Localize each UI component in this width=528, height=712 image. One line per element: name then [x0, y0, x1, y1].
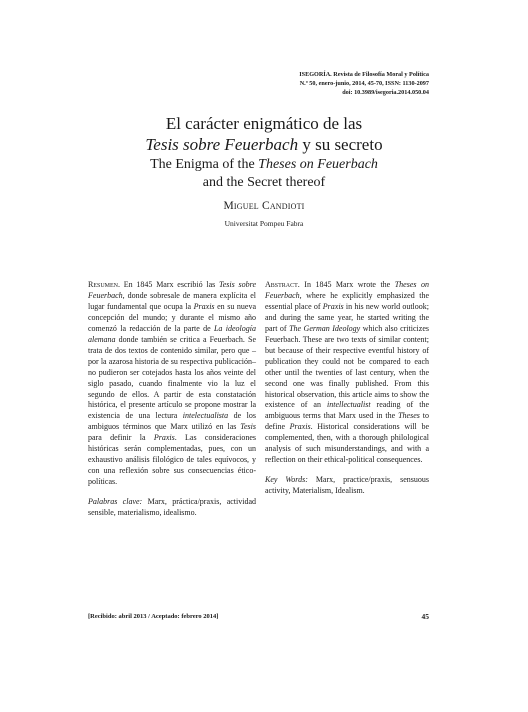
abstract-text: . Historical considerations will be complemented, then, with a thorough philological analysis of such misunderstandings, and with a reflection on their ethical-political consequences.: [265, 422, 429, 465]
abstract-paragraph: [265, 280, 429, 466]
abstract-italic: intellectualist: [327, 400, 371, 410]
title-es-line1: El carácter enigmático de las: [165, 114, 363, 133]
resumen-keywords: [88, 497, 256, 519]
title-en-italic: Theses on Feuerbach: [258, 157, 378, 172]
resumen-text: de los ambiguos términos que Marx utilizó en las: [88, 411, 256, 432]
resumen-keywords-label: Palabras clave:: [88, 497, 143, 507]
title-es-line2: [0, 134, 528, 155]
abstract-label: Abstract.: [265, 280, 300, 289]
abstract-text: reading of the ambiguous terms that Marx used in the: [265, 400, 429, 421]
resumen-paragraph: [88, 280, 256, 488]
abstract-italic: Theses: [398, 411, 420, 421]
resumen-column: [88, 280, 256, 519]
journal-issue: N.º 50, enero-junio, 2014, 45-70, ISSN: 1130-2097: [299, 80, 429, 87]
resumen-italic: Praxis: [193, 301, 215, 311]
title-en-line1: [0, 156, 528, 174]
title-en-plain: The Enigma of the: [150, 157, 259, 172]
abstract-text: to define: [265, 411, 429, 432]
abstract-text: in his new world outlook; and during the same year, he started writing the part of: [265, 301, 429, 333]
abstract-text: , where he explicitly emphasized the essential place of: [265, 290, 429, 311]
title-en-line2: and the Secret thereof: [202, 175, 326, 190]
title-es-italic: Tesis sobre Feuerbach: [145, 135, 299, 154]
resumen-text: . Las consideraciones históricas serán complementadas, pues, con un exhaustivo análisis filológico de tales equívocos, y con una reflexión sobre sus consecuencias ético-políticas.: [88, 433, 256, 487]
author-name: Miguel Candioti: [223, 200, 305, 212]
resumen-text: para definir la: [88, 433, 154, 443]
abstract-text: In 1845 Marx wrote the: [299, 280, 395, 289]
abstract-keywords-label: Key Words:: [265, 475, 308, 485]
journal-header: [299, 70, 429, 97]
title-es-rest: y su secreto: [298, 135, 383, 154]
abstract-keywords-text: Marx, practice/praxis, sensuous activity, Materialism, Idealism.: [265, 475, 429, 496]
resumen-italic: Praxis: [153, 433, 175, 443]
abstract-italic: Praxis: [322, 301, 344, 311]
resumen-label: Resumen.: [88, 280, 121, 289]
resumen-text: donde también se critica a Feuerbach. Se trata de dos textos de contenido similar, pero que –por la azarosa historia de su respectiva publicación– no pudieron ser cotejados hasta los años veinte del siglo pasado, cuando finalmente vio la luz el segundo de ellos. A partir de esta constatación histórica, el presente artículo se propone mostrar la existencia de una lectura: [88, 334, 256, 421]
abstract-italic: Theses on Feuerbach: [265, 280, 430, 300]
received-accepted-dates: [Recibido: abril 2013 / Aceptado: febrero 2014]: [88, 613, 219, 620]
resumen-italic: Tesis: [240, 422, 256, 432]
abstract-text: which also criticizes Feuerbach. These are two texts of similar content; but because of their respective eventful history of publication they could not be compared to each other until the twenties of last century, when the second one was finally published. From this historical observation, this article aims to show the existence of an: [265, 323, 429, 410]
resumen-text: , donde sobresale de manera explícita el lugar fundamental que ocupa la: [88, 290, 256, 311]
abstract-column: [265, 280, 429, 497]
abstract-keywords: [265, 475, 429, 497]
resumen-italic: Tesis sobre Feuerbach: [88, 280, 256, 300]
resumen-italic: intelectualista: [182, 411, 229, 421]
journal-name: ISEGORÍA. Revista de Filosofía Moral y Política: [299, 71, 429, 78]
journal-doi: doi: 10.3989/isegoria.2014.050.04: [342, 89, 429, 96]
abstract-italic: Praxis: [289, 422, 311, 432]
abstract-italic: The German Ideology: [289, 323, 361, 333]
page-footer: [88, 613, 429, 620]
title-block: [0, 113, 528, 192]
resumen-italic: La ideología alemana: [88, 323, 256, 344]
resumen-text: En 1845 Marx escribió las: [120, 280, 220, 289]
author-affiliation: Universitat Pompeu Fabra: [224, 219, 304, 228]
resumen-text: en su nueva concepción del mundo; y durante el mismo año comenzó la redacción de la parte de: [88, 301, 256, 333]
resumen-keywords-text: Marx, práctica/praxis, actividad sensible, materialismo, idealismo.: [88, 497, 257, 518]
page-number: 45: [421, 612, 429, 621]
